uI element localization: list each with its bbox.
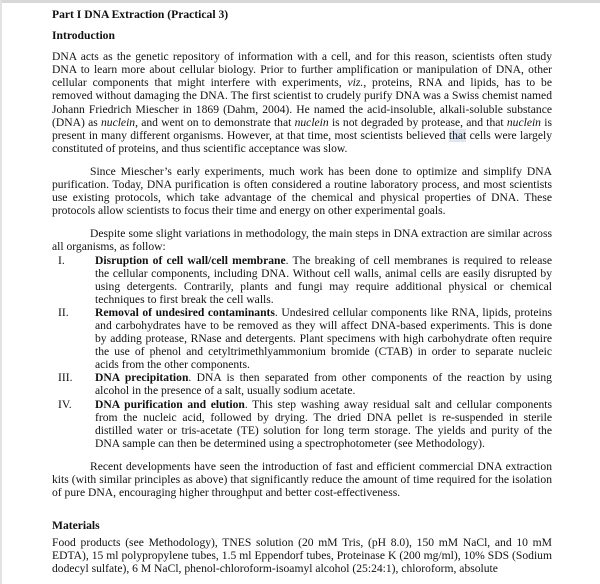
extraction-steps-list [52,254,552,450]
step-text: . The breaking of cell membranes is required to release the cellular components, including DNA. Without cell walls, animal cells are easily disrupted by using detergents. Contrarily, plants and fungi may require additional physical or chemical techniques to first break the cell walls. [95,253,552,306]
step-title: DNA precipitation [95,371,189,385]
step-numeral: III. [58,371,73,385]
materials-heading: Materials [52,519,100,533]
term-nuclein: nuclein [506,115,541,129]
intro-paragraph-4: Recent developments have seen the introduction of fast and efficient commercial DNA extraction kits (with similar principles as above) that significantly reduce the amount of time required for the isolation of pure DNA, encouraging higher throughput and better cost-effectiveness. [52,459,552,500]
intro-paragraph-2: Since Miescher’s early experiments, much work has been done to optimize and simplify DNA purification. Today, DNA purification is often considered a routine laboratory process, and most scientists use existing protocols, which take advantage of the chemical and physical properties of DNA. These protocols allow scientists to focus their time and energy on other experimental goals. [52,164,552,218]
list-item [52,254,552,306]
step-text: . This step washing away residual salt and cellular components from the nucleic acid, followed by drying. The dried DNA pellet is re-suspended in sterile distilled water or tris-acetate (TE) solution for long term storage. The yields and purity of the DNA sample can then be determined using a spectrophotometer (see Methodology). [95,397,552,450]
part-title: Part I DNA Extraction (Practical 3) [52,8,229,21]
list-item [52,398,552,450]
document-content [52,8,552,576]
step-numeral: II. [58,305,69,319]
intro-paragraph-3: Despite some slight variations in methodology, the main steps in DNA extraction are similar across all organisms, as follow: [52,227,552,254]
step-text: . Undesired cellular components like RNA, lipids, proteins and carbohydrates have to be removed as they will affect DNA-based experiments. This is done by adding protease, RNase and detergents. Plant specimens with high carbohydrate often require the use of phenol and cetyltrimethlyammonium bromide (CTAB) in order to separate nucleic acids from the other components. [95,305,553,372]
list-item [52,306,552,371]
page-top-edge [0,0,600,3]
intro-paragraph-1: DNA acts as the genetic repository of information with a cell, and for this reason, scientists often study DNA to learn more about cellular biology. Prior to further amplification or manipulation of DNA, other cellular components that might interfere with experiments, viz., proteins, RNA and lipids, has to be removed without damaging the DNA. The first scientist to crudely purify DNA was a Swiss chemist named Johann Friedrich Miescher in 1869 (Dahm, 2004). He named the acid-insoluble, alkali-soluble substance (DNA) as nuclein, and went on to demonstrate that nuclein is not degraded by protease, and that nuclein is present in many different organisms. However, at that time, most scientists believed that cells were largely constituted of proteins, and thus scientific acceptance was slow. [52,50,552,155]
list-item [52,371,552,397]
page-left-edge [0,0,2,584]
step-title: Disruption of cell wall/cell membrane [95,253,286,267]
step-title: DNA purification and elution [95,397,245,411]
step-title: Removal of undesired contaminants [95,305,275,319]
step-text: . DNA is then separated from other components of the reaction by using alcohol in the presence of a salt, usually sodium acetate. [95,371,552,398]
selected-text[interactable]: that [448,128,467,142]
step-numeral: I. [58,253,65,267]
materials-paragraph: Food products (see Methodology), TNES solution (20 mM Tris, (pH 8.0), 150 mM NaCl, and 10 mM EDTA), 15 ml polypropylene tubes, 1.5 ml Eppendorf tubes, Proteinase K (200 mg/ml), 10% SDS (Sodium dodecyl sulfate), 6 M NaCl, phenol-chloroform-isoamyl alcohol (25:24:1), chloroform, absolute [52,536,552,576]
term-nuclein: nuclein [100,115,136,129]
latin-term-viz: viz. [347,76,364,90]
step-numeral: IV. [58,397,72,411]
term-nuclein: nuclein [294,115,329,129]
introduction-heading: Introduction [52,29,115,43]
